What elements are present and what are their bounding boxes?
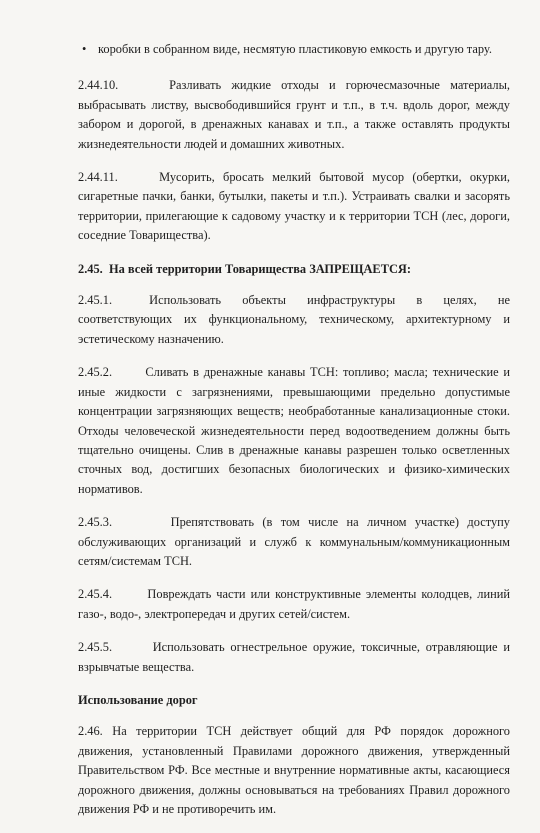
clause-2-45-1: 2.45.1. Использовать объекты инфраструктуры в целях, не соответствующих их функциональному, техническому, архитектурному и эстетическому назначению. — [78, 293, 514, 346]
clause-2-44-10: 2.44.10. Разливать жидкие отходы и горючесмазочные материалы, выбрасывать листву, высвободившийся грунт и т.п., в т.ч. вдоль дорог, между забором и дорогой, в дренажных канавах и т.п., а также оставлять продукты жизнедеятельности людей и домашних животных. — [78, 78, 514, 151]
bullet-marker: • — [82, 42, 87, 56]
bullet-text: коробки в собранном виде, несмятую пластиковую емкость и другую тару. — [98, 42, 492, 56]
clause-2-45-2: 2.45.2. Сливать в дренажные канавы ТСН: топливо; масла; технические и иные жидкости с загрязнениями, превышающими предельно допустимые концентрации загрязняющих веществ; необработанные канализационные стоки. Отходы человеческой жизнедеятельности перед водоотведением должны быть тщательно очищены. Слив в дренажные канавы разрешен только осветленных сточных вод, достигших безопасных биологических и физико-химических нормативов. — [78, 365, 514, 496]
clause-2-45-5: 2.45.5. Использовать огнестрельное оружие, токсичные, отравляющие и взрывчатые вещества. — [78, 640, 514, 674]
document-body — [78, 40, 514, 833]
bullet-item — [78, 40, 510, 59]
clause-2-44-11: 2.44.11. Мусорить, бросать мелкий бытовой мусор (обертки, окурки, сигаретные пачки, банки, бутылки, пакеты и т.п.). Устраивать свалки и засорять территории, прилегающие к садовому участку и к территории ТСН (лес, дороги, соседние Товарищества). — [78, 170, 514, 243]
section-heading-roads: Использование дорог — [78, 692, 198, 707]
clause-2-45-3: 2.45.3. Препятствовать (в том числе на личном участке) доступу обслуживающих организаций и служб к коммунальным/коммуникационным сетям/системам ТСН. — [78, 515, 514, 568]
clause-2-46: 2.46. На территории ТСН действует общий для РФ порядок дорожного движения, установленный Правилами дорожного движения, утвержденный Правительством РФ. Все местные и внутренние нормативные акты, касающиеся дорожного движения, должны основываться на требованиях Правил дорожного движения РФ и не противоречить им. — [78, 724, 510, 816]
clause-2-45-4: 2.45.4. Повреждать части или конструктивные элементы колодцев, линий газо-, водо-, электропередач и других сетей/систем. — [78, 587, 514, 621]
section-heading-2-45: 2.45. На всей территории Товарищества ЗАПРЕЩАЕТСЯ: — [78, 261, 411, 276]
